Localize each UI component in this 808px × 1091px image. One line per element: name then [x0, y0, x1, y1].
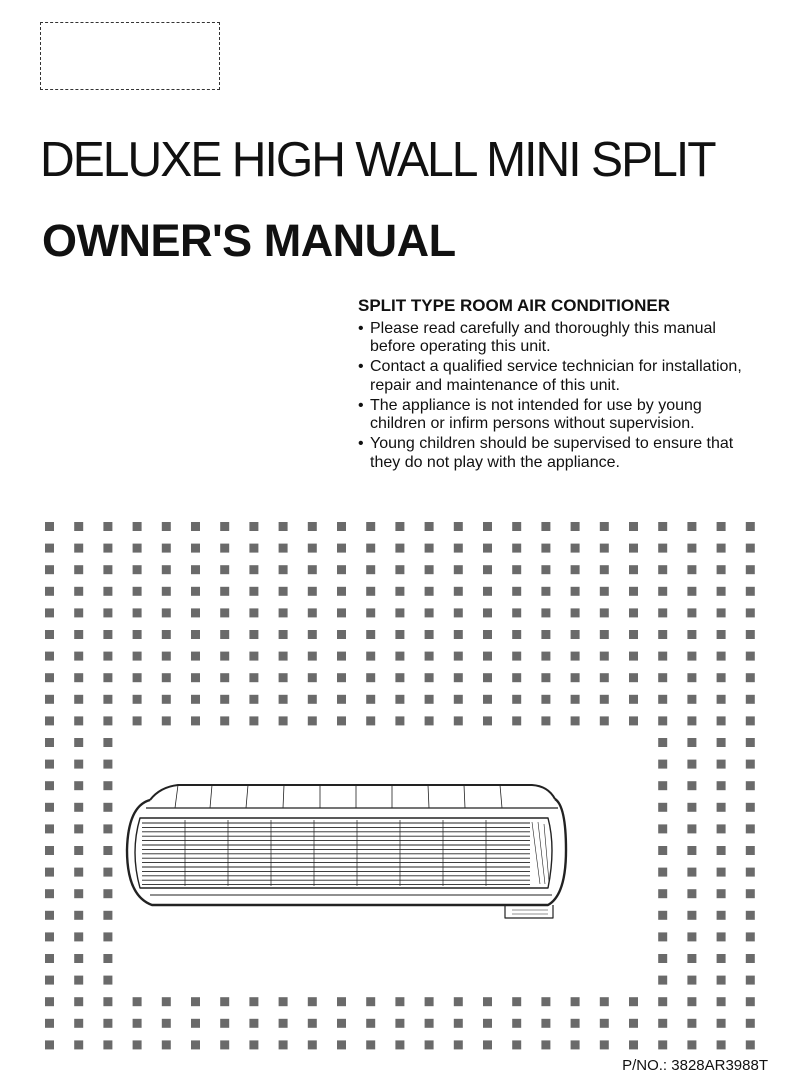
document-title: DELUXE HIGH WALL MINI SPLIT — [40, 133, 715, 187]
info-bullet: • The appliance is not intended for use by young children or infirm persons without supervision. — [358, 397, 762, 434]
info-heading: SPLIT TYPE ROOM AIR CONDITIONER — [358, 296, 670, 315]
document-subtitle: OWNER'S MANUAL — [42, 215, 456, 266]
air-conditioner-illustration — [127, 785, 566, 918]
info-bullet: • Contact a qualified service technician for installation, repair and maintenance of this unit. — [358, 358, 762, 395]
part-number: P/NO.: 3828AR3988T — [622, 1057, 768, 1074]
info-bullet: • Please read carefully and thoroughly this manual before operating this unit. — [358, 320, 762, 357]
info-bullet: • Young children should be supervised to ensure that they do not play with the appliance. — [358, 435, 762, 472]
